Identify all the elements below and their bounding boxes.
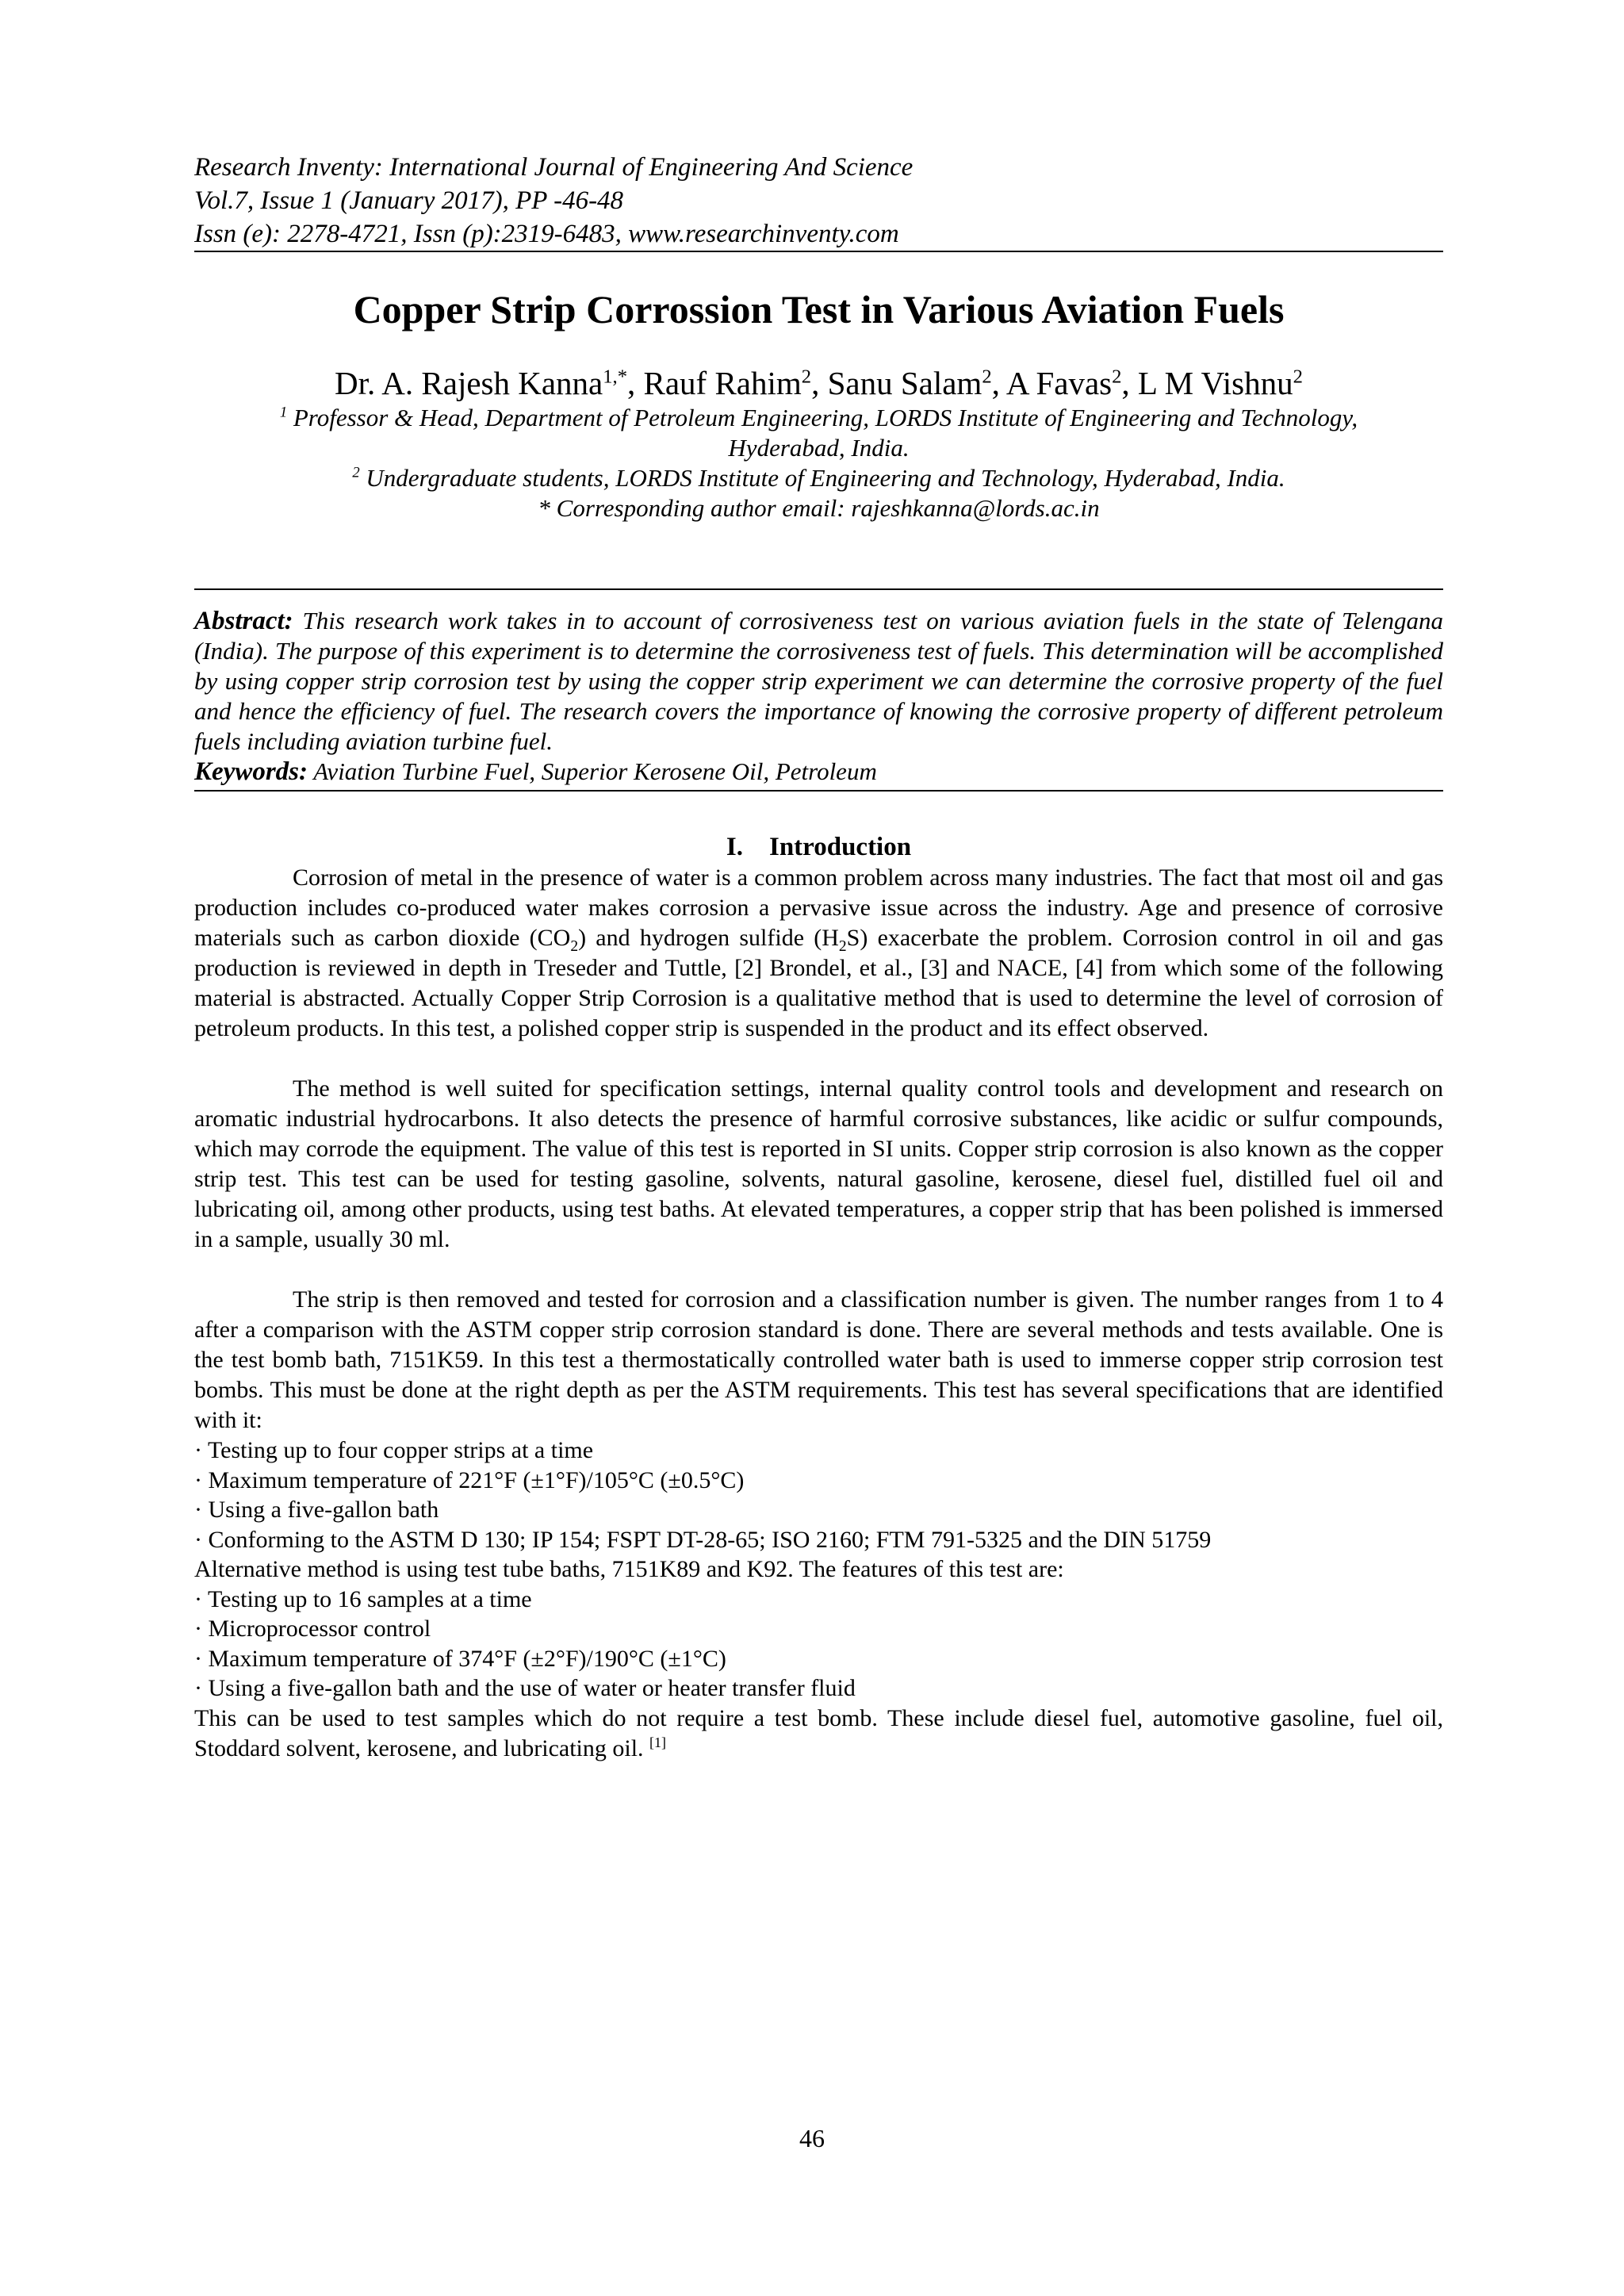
abstract-top-rule [194, 588, 1443, 590]
section-number: I. [726, 833, 743, 861]
paper-title: Copper Strip Corrossion Test in Various Aviation Fuels [353, 287, 1285, 332]
affiliation-1-cont: Hyderabad, India. [728, 434, 910, 462]
affiliation-mark: 1 [279, 404, 288, 421]
page-number: 46 [799, 2124, 825, 2152]
abstract-label: Abstract: [194, 607, 293, 635]
keywords-text: Aviation Turbine Fuel, Superior Kerosene Oil, Petroleum [313, 757, 877, 785]
author-name: L M Vishnu [1137, 365, 1293, 401]
feature-list [194, 1585, 1443, 1704]
paragraph-2: The method is well suited for specification settings, internal quality control tools and development and research on aromatic industrial hydrocarbons. It also detects the presence of harmful corrosive substances, like acidic or sulfur compounds, which may corrode the equipment. The value of this test is reported in SI units. Copper strip corrosion is also known as the copper strip test. This test can be used for testing gasoline, solvents, natural gasoline, kerosene, diesel fuel, distilled fuel oil and lubricating oil, among other products, using test baths. At elevated temperatures, a copper strip that has been polished is immersed in a sample, usually 30 ml. [194, 1075, 1443, 1252]
corresponding-author: * Corresponding author email: rajeshkanna@lords.ac.in [538, 494, 1100, 522]
header-rule [194, 251, 1443, 252]
author-name: Rauf Rahim [643, 365, 802, 401]
author-affiliation-mark: 2 [801, 366, 812, 388]
list-item: · Testing up to 16 samples at a time [194, 1585, 532, 1612]
author-affiliation-mark: 2 [1293, 366, 1303, 388]
citation-ref: [1] [649, 1734, 667, 1750]
abstract-text: This research work takes in to account of corrosiveness test on various aviation fuels in the state of Telengana (India). The purpose of this experiment is to determine the corrosiveness test of fuels. This determination will be accomplished by using copper strip corrosion test by using the copper strip experiment we can determine the corrosive property of the fuel and hence the efficiency of fuel. The research covers the importance of knowing the corrosive property of different petroleum fuels including aviation turbine fuel. [194, 607, 1443, 755]
author-name: Dr. A. Rajesh Kanna [335, 365, 603, 401]
list-item: · Using a five-gallon bath and the use of water or heater transfer fluid [194, 1675, 856, 1701]
keywords-label: Keywords: [194, 757, 308, 786]
list-item: · Using a five-gallon bath [194, 1497, 439, 1523]
closing-paragraph: This can be used to test samples which do not require a test bomb. These include diesel fuel, automotive gasoline, fuel oil, Stoddard solvent, kerosene, and lubricating oil. [1] [194, 1704, 1443, 1761]
author-name: Sanu Salam [827, 365, 982, 401]
paragraph-1: Corrosion of metal in the presence of water is a common problem across many industries. The fact that most oil and gas production includes co-produced water makes corrosion a pervasive issue across the industry. Age and presence of corrosive materials such as carbon dioxide $(CO_2)$ and hydrogen sulfide $(H_2S)$ exacerbate the problem. Corrosion control in oil and gas production is reviewed in depth in Treseder and Tuttle, [2] Brondel, et al., [3] and NACE, [4] from which some of the following material is abstracted. Actually Copper Strip Corrosion is a qualitative method that is used to determine the level of corrosion of petroleum products. In this test, a polished copper strip is suspended in the product and its effect observed. [194, 864, 1444, 1041]
journal-volume: Vol.7, Issue 1 (January 2017), PP -46-48 [194, 186, 624, 215]
author-affiliation-mark: 2 [1112, 366, 1122, 388]
paragraph-3: The strip is then removed and tested for corrosion and a classification number is given. The number ranges from 1 to 4 after a comparison with the ASTM copper strip corrosion standard is done. There are several methods and tests available. One is the test bomb bath, 7151K59. In this test a thermostatically controlled water bath is used to immerse copper strip corrosion test bombs. This must be done at the right depth as per the ASTM requirements. This test has several specifications that are identified with it: [194, 1286, 1443, 1433]
author-name: A Favas [1005, 365, 1113, 401]
specification-list [194, 1435, 1443, 1554]
author-affiliation-mark: 2 [982, 366, 992, 388]
paper-page [194, 151, 1443, 1764]
author-list: Dr. A. Rajesh Kanna$^{1,*}$, Rauf Rahim$^2$, Sanu Salam$^2$, A Favas$^2$, L M Vishnu$^2$ [335, 365, 1303, 401]
journal-header [194, 151, 1443, 251]
section-title: Introduction [768, 833, 912, 861]
list-item: · Conforming to the ASTM D 130; IP 154; FSPT DT-28-65; ISO 2160; FTM 791-5325 and the DIN 51759 [194, 1526, 1212, 1553]
abstract [194, 606, 1443, 757]
keywords [194, 757, 1443, 787]
abstract-bottom-rule [194, 790, 1443, 792]
journal-name: Research Inventy: International Journal of Engineering And Science [194, 153, 914, 182]
affiliation-mark: 2 [352, 464, 360, 481]
list-item: · Microprocessor control [194, 1616, 431, 1642]
affiliation-2: $^2$ Undergraduate students, LORDS Institute of Engineering and Technology, Hyderabad, India. [352, 464, 1285, 492]
list-item: · Maximum temperature of 374°F (±2°F)/190°C (±1°C) [194, 1645, 726, 1672]
affiliations [194, 403, 1443, 523]
affiliation-1: $^1$ Professor & Head, Department of Petroleum Engineering, LORDS Institute of Engineering and Technology, [279, 404, 1358, 431]
list-item: · Testing up to four copper strips at a time [194, 1437, 594, 1463]
alternative-method-intro: Alternative method is using test tube baths, 7151K89 and K92. The features of this test are: [194, 1556, 1064, 1582]
author-affiliation-mark: 1,* [603, 366, 627, 388]
section-heading [194, 831, 1443, 863]
list-item: · Maximum temperature of 221°F (±1°F)/105°C (±0.5°C) [194, 1466, 745, 1493]
journal-issn: Issn (e): 2278-4721, Issn (p):2319-6483, www.researchinventy.com [194, 220, 899, 248]
